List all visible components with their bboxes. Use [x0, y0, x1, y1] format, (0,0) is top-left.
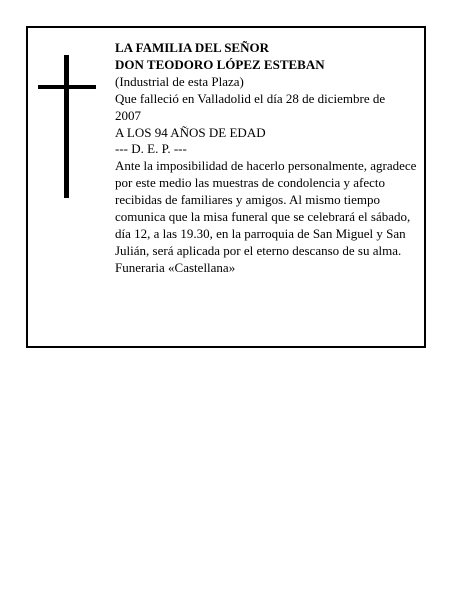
obituary-text: [115, 40, 421, 277]
funeral-home-signature: Funeraria «Castellana»: [115, 259, 236, 275]
deceased-occupation: (Industrial de esta Plaza): [115, 73, 244, 89]
death-year-line: 2007: [115, 107, 141, 123]
latin-cross-icon: [38, 55, 98, 199]
age-line: A LOS 94 AÑOS DE EDAD: [115, 124, 266, 140]
heading-family-line: LA FAMILIA DEL SEÑOR: [115, 40, 269, 55]
rest-in-peace-line: --- D. E. P. ---: [115, 141, 187, 157]
thanks-and-mass-paragraph: Ante la imposibilidad de hacerlo personalmente, agradece por este medio las muestras de condolencia y afecto recibidas de familiares y amigos. Al mismo tiempo comunica que la misa funeral que se celebrará el sábado, día 12, a las 19.30, en la parroquia de San Miguel y San Julián, será aplicada por el eterno descanso de su alma.: [115, 158, 417, 258]
death-date-line: Que falleció en Valladolid el día 28 de diciembre de: [115, 90, 386, 106]
obituary-notice-frame: [26, 26, 426, 348]
heading-deceased-name: DON TEODORO LÓPEZ ESTEBAN: [115, 56, 325, 72]
